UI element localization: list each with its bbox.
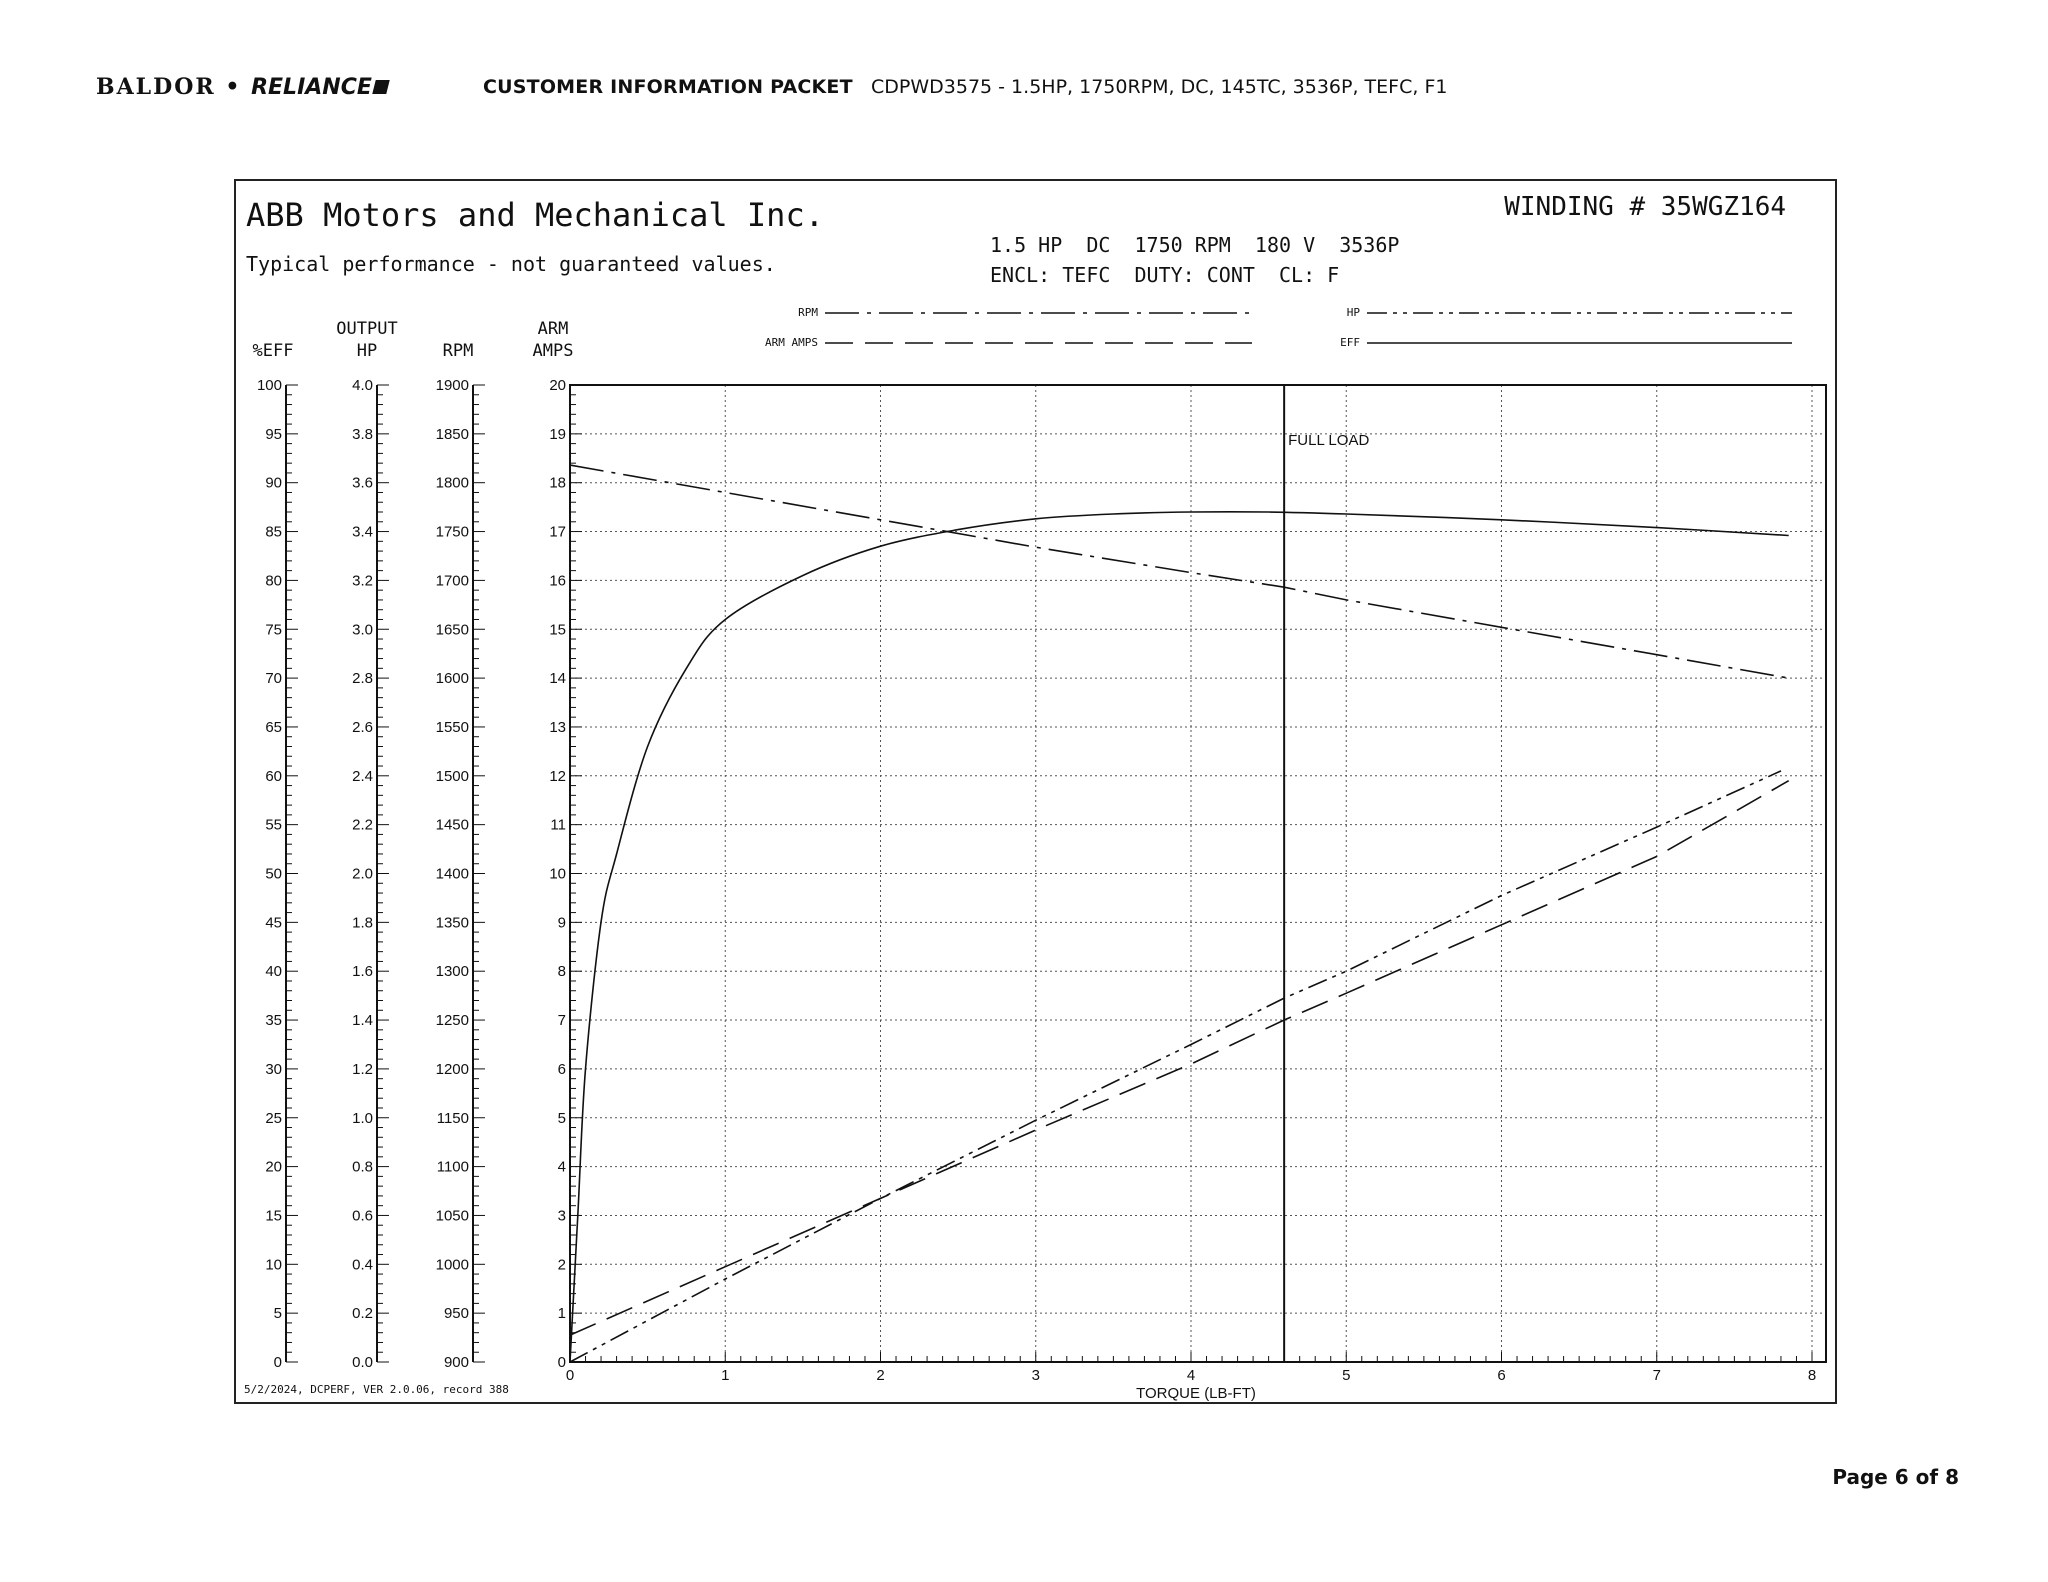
hp-axis-header: HP: [356, 341, 378, 361]
logo-separator: •: [225, 74, 242, 100]
chart-footnote: 5/2/2024, DCPERF, VER 2.0.06, record 388: [244, 1383, 509, 1396]
rpm-tick-label: 1800: [435, 474, 469, 492]
packet-title: CUSTOMER INFORMATION PACKET: [483, 76, 853, 98]
model-line: CDPWD3575 - 1.5HP, 1750RPM, DC, 145TC, 3536P, TEFC, F1: [871, 76, 1448, 98]
amps-tick-label: 5: [557, 1109, 566, 1127]
x-tick-label: 8: [1807, 1367, 1817, 1384]
eff-tick-label: 95: [265, 425, 282, 443]
amps-tick-label: 13: [549, 718, 566, 736]
amps-axis-header: AMPS: [532, 341, 574, 361]
rpm-tick-label: 1300: [435, 963, 469, 981]
eff-tick-label: 5: [273, 1305, 282, 1323]
amps-tick-label: 20: [549, 377, 566, 394]
chart-title: ABB Motors and Mechanical Inc.: [246, 196, 824, 234]
eff-tick-label: 25: [265, 1109, 282, 1127]
hp-tick-label: 0.4: [352, 1256, 373, 1274]
eff-tick-label: 55: [265, 816, 282, 834]
x-tick-label: 4: [1186, 1367, 1196, 1384]
hp-tick-label: 2.8: [352, 670, 373, 688]
rpm-tick-label: 1050: [435, 1207, 469, 1225]
rpm-tick-label: 1000: [435, 1256, 469, 1274]
x-tick-label: 2: [876, 1367, 885, 1384]
eff-tick-label: 35: [265, 1012, 282, 1030]
hp-tick-label: 3.6: [352, 474, 373, 492]
amps-tick-label: 7: [557, 1012, 566, 1030]
winding-number: WINDING # 35WGZ164: [1504, 192, 1786, 222]
eff-tick-label: 85: [265, 523, 282, 541]
legend-label: EFF: [1340, 336, 1360, 349]
x-tick-label: 0: [565, 1367, 575, 1384]
hp-tick-label: 2.6: [352, 718, 373, 736]
series-line-amps: [570, 781, 1789, 1335]
eff-tick-label: 50: [265, 865, 282, 883]
amps-tick-label: 4: [557, 1158, 566, 1176]
rpm-tick-label: 950: [443, 1305, 469, 1323]
hp-tick-label: 3.8: [352, 425, 373, 443]
amps-tick-label: 18: [549, 474, 566, 492]
eff-tick-label: 70: [265, 670, 282, 688]
rpm-tick-label: 1350: [435, 914, 469, 932]
hp-tick-label: 1.0: [352, 1109, 373, 1127]
hp-tick-label: 3.0: [352, 621, 373, 639]
eff-tick-label: 30: [265, 1060, 282, 1078]
rpm-tick-label: 1200: [435, 1060, 469, 1078]
eff-tick-label: 40: [265, 963, 282, 981]
eff-tick-label: 0: [273, 1354, 282, 1371]
x-tick-label: 1: [721, 1367, 730, 1384]
eff-tick-label: 90: [265, 474, 282, 492]
eff-tick-label: 20: [265, 1158, 282, 1176]
x-axis-label: TORQUE (LB-FT): [1136, 1385, 1256, 1402]
amps-tick-label: 19: [549, 425, 566, 443]
legend-label: RPM: [798, 306, 818, 319]
amps-tick-label: 15: [549, 621, 566, 639]
motor-specs-line2: ENCL: TEFC DUTY: CONT CL: F: [990, 263, 1340, 287]
rpm-tick-label: 1150: [436, 1109, 469, 1127]
rpm-axis-header: RPM: [442, 341, 474, 361]
motor-specs-line1: 1.5 HP DC 1750 RPM 180 V 3536P: [990, 233, 1400, 257]
amps-tick-label: 2: [557, 1256, 566, 1274]
rpm-tick-label: 1550: [435, 718, 469, 736]
eff-axis-header: %EFF: [252, 341, 294, 361]
rpm-tick-label: 1450: [435, 816, 469, 834]
eff-tick-label: 65: [265, 718, 282, 736]
eff-tick-label: 45: [265, 914, 282, 932]
rpm-tick-label: 1250: [435, 1012, 469, 1030]
legend-label: HP: [1346, 306, 1360, 319]
x-tick-label: 5: [1342, 1367, 1351, 1384]
eff-tick-label: 60: [265, 767, 282, 785]
hp-tick-label: 1.2: [352, 1060, 373, 1078]
hp-tick-label: 2.0: [352, 865, 373, 883]
amps-tick-label: 1: [557, 1305, 566, 1323]
hp-tick-label: 0.2: [352, 1305, 373, 1323]
rpm-tick-label: 1650: [435, 621, 469, 639]
hp-tick-label: 0.8: [352, 1158, 373, 1176]
logo-left: BALDOR: [96, 74, 216, 100]
page-number: Page 6 of 8: [1832, 1465, 1959, 1489]
eff-tick-label: 100: [256, 377, 282, 394]
rpm-tick-label: 1700: [435, 572, 469, 590]
amps-tick-label: 3: [557, 1207, 566, 1225]
rpm-tick-label: 1500: [435, 767, 469, 785]
x-tick-label: 7: [1652, 1367, 1661, 1384]
eff-tick-label: 10: [265, 1256, 282, 1274]
amps-tick-label: 8: [557, 963, 566, 981]
amps-tick-label: 6: [557, 1060, 566, 1078]
amps-axis-header: ARM: [537, 319, 569, 339]
hp-tick-label: 3.2: [352, 572, 373, 590]
hp-tick-label: 0.6: [352, 1207, 373, 1225]
amps-tick-label: 12: [549, 767, 566, 785]
rpm-tick-label: 1750: [435, 523, 469, 541]
hp-tick-label: 1.8: [352, 914, 373, 932]
amps-tick-label: 17: [549, 523, 566, 541]
series-line-eff: [570, 512, 1789, 1362]
logo-right: RELIANCE: [251, 75, 372, 100]
hp-tick-label: 1.6: [352, 963, 373, 981]
amps-tick-label: 14: [549, 670, 566, 688]
hp-tick-label: 3.4: [352, 523, 373, 541]
legend-label: ARM AMPS: [765, 336, 818, 349]
eff-tick-label: 75: [265, 621, 282, 639]
x-tick-label: 6: [1497, 1367, 1506, 1384]
hp-tick-label: 2.4: [352, 767, 373, 785]
hp-tick-label: 2.2: [352, 816, 373, 834]
hp-axis-header: OUTPUT: [336, 319, 398, 339]
rpm-tick-label: 1100: [436, 1158, 469, 1176]
rpm-tick-label: 1850: [435, 425, 469, 443]
amps-tick-label: 16: [549, 572, 566, 590]
hp-tick-label: 1.4: [352, 1012, 373, 1030]
rpm-tick-label: 900: [443, 1354, 469, 1371]
series-line-rpm: [570, 465, 1789, 678]
rpm-tick-label: 1600: [435, 670, 469, 688]
series-line-hp: [570, 771, 1781, 1362]
amps-tick-label: 11: [550, 816, 566, 834]
eff-tick-label: 15: [265, 1207, 282, 1225]
amps-tick-label: 10: [549, 865, 566, 883]
hp-tick-label: 0.0: [352, 1354, 373, 1371]
rpm-tick-label: 1900: [435, 377, 469, 394]
amps-tick-label: 9: [557, 914, 566, 932]
x-tick-label: 3: [1031, 1367, 1040, 1384]
chart-subtitle: Typical performance - not guaranteed values.: [246, 252, 776, 276]
rpm-tick-label: 1400: [435, 865, 469, 883]
plot-border: [570, 385, 1826, 1362]
full-load-label: FULL LOAD: [1288, 432, 1370, 449]
amps-tick-label: 0: [557, 1354, 566, 1371]
hp-tick-label: 4.0: [352, 377, 373, 394]
eff-tick-label: 80: [265, 572, 282, 590]
